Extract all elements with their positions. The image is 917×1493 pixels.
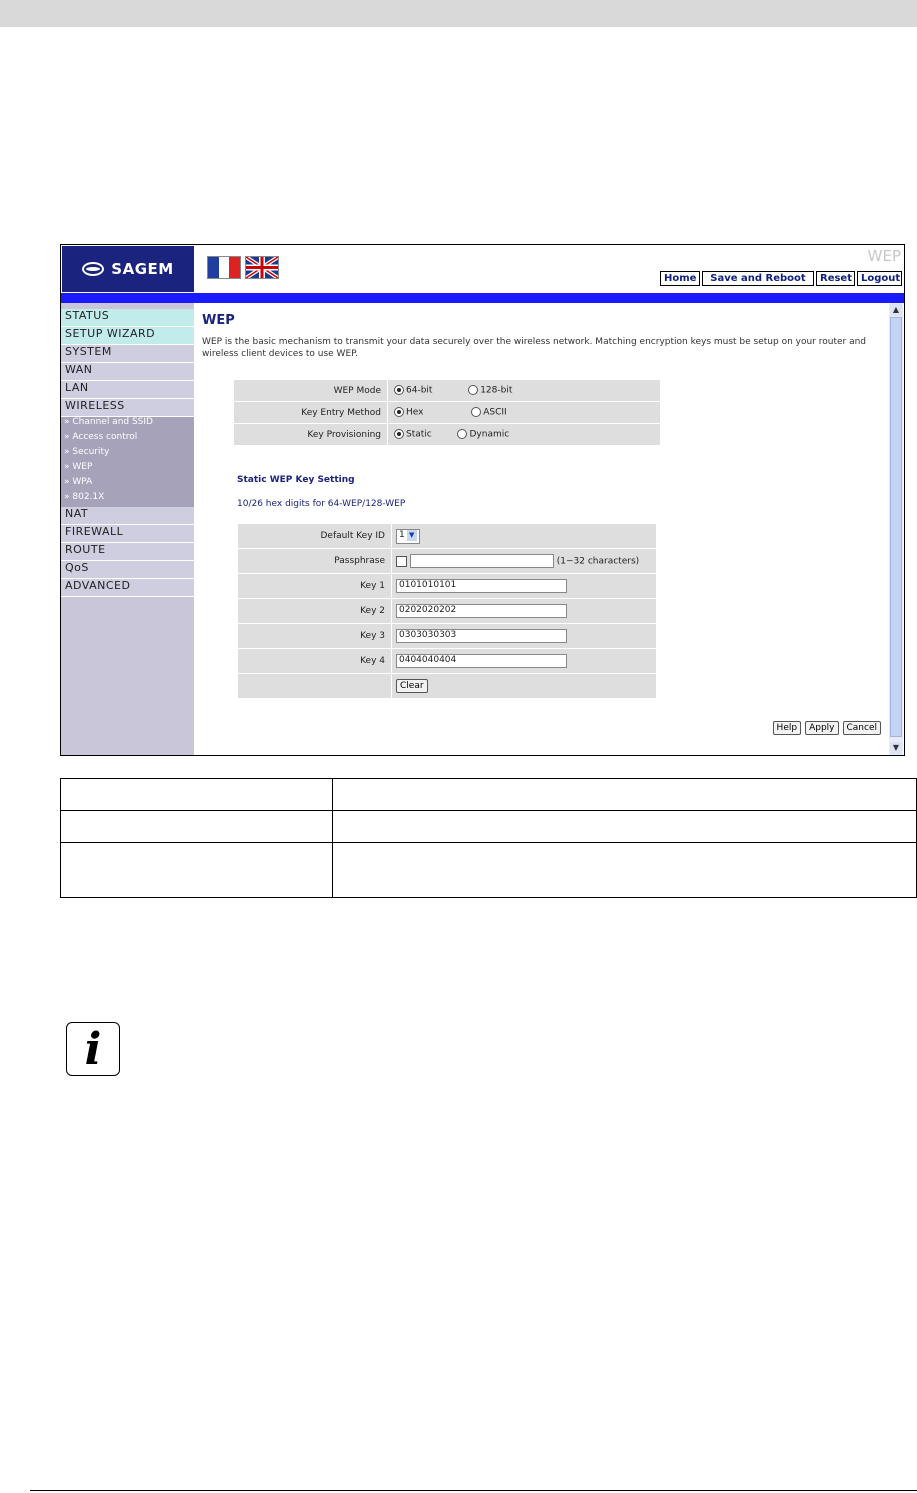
scroll-down-icon[interactable]: ▼	[890, 742, 902, 754]
key3-label: Key 3	[238, 624, 392, 649]
static-key-table	[237, 523, 657, 699]
save-and-reboot-button[interactable]: Save and Reboot	[702, 271, 814, 286]
key2-label: Key 2	[238, 599, 392, 624]
sidebar	[61, 303, 194, 755]
document-bottom-rule	[30, 1490, 917, 1491]
doc-table-cell	[333, 811, 917, 843]
scroll-up-icon[interactable]: ▲	[890, 304, 902, 316]
wep-mode-64-radio[interactable]	[394, 385, 404, 395]
nav-route[interactable]: ROUTE	[61, 543, 194, 561]
french-flag-icon[interactable]	[207, 256, 241, 279]
subnav-security[interactable]: » Security	[61, 447, 194, 462]
nav-lan[interactable]: LAN	[61, 381, 194, 399]
passphrase-length-note: (1~32 characters)	[556, 556, 640, 567]
key-entry-ascii-label: ASCII	[483, 407, 507, 418]
cancel-button[interactable]: Cancel	[843, 721, 882, 735]
bottom-buttons	[773, 721, 881, 735]
nav-setup-wizard[interactable]: SETUP WIZARD	[61, 327, 194, 345]
subnav-wep[interactable]: » WEP	[61, 462, 194, 477]
document-table	[60, 778, 917, 898]
key-prov-static-radio[interactable]	[394, 429, 404, 439]
chevron-down-icon: ▼	[407, 530, 417, 541]
default-key-id-select[interactable]	[396, 529, 420, 544]
static-wep-key-setting-title: Static WEP Key Setting	[237, 475, 355, 485]
key-entry-ascii-radio[interactable]	[471, 407, 481, 417]
reset-button[interactable]: Reset	[816, 271, 855, 286]
nav-wan[interactable]: WAN	[61, 363, 194, 381]
default-key-id-label: Default Key ID	[238, 524, 392, 549]
key-prov-static-label: Static	[406, 429, 432, 440]
subnav-access-control[interactable]: » Access control	[61, 432, 194, 447]
clear-button[interactable]: Clear	[396, 679, 428, 693]
nav-advanced[interactable]: ADVANCED	[61, 579, 194, 597]
key-entry-hex-label: Hex	[406, 407, 424, 418]
key-prov-dynamic-radio[interactable]	[457, 429, 467, 439]
subnav-channel-ssid[interactable]: » Channel and SSID	[61, 417, 194, 432]
blue-separator-bar	[61, 293, 904, 303]
nav-firewall[interactable]: FIREWALL	[61, 525, 194, 543]
subnav-8021x[interactable]: » 802.1X	[61, 492, 194, 507]
key1-label: Key 1	[238, 574, 392, 599]
key-prov-dynamic-label: Dynamic	[469, 429, 510, 440]
doc-table-cell	[333, 779, 917, 811]
doc-table-cell	[333, 843, 917, 898]
doc-table-cell	[61, 811, 333, 843]
scroll-thumb[interactable]	[890, 317, 902, 737]
key2-input[interactable]: 0202020202	[396, 604, 567, 618]
key3-input[interactable]: 0303030303	[396, 629, 567, 643]
sagem-logo-icon	[82, 262, 104, 276]
wep-mode-label: WEP Mode	[234, 380, 388, 402]
subnav-wpa[interactable]: » WPA	[61, 477, 194, 492]
page-heading: WEP	[202, 313, 235, 328]
help-button[interactable]: Help	[773, 721, 802, 735]
home-button[interactable]: Home	[660, 271, 700, 286]
default-key-id-value: 1	[399, 529, 405, 540]
uk-flag-icon[interactable]	[245, 256, 279, 279]
clear-row-spacer	[238, 674, 392, 699]
document-top-bar	[0, 0, 917, 27]
nav-system[interactable]: SYSTEM	[61, 345, 194, 363]
hex-digits-hint: 10/26 hex digits for 64-WEP/128-WEP	[237, 499, 406, 509]
wep-mode-64-label: 64-bit	[406, 385, 433, 396]
nav-status[interactable]: STATUS	[61, 309, 194, 327]
vertical-scrollbar[interactable]	[889, 303, 903, 755]
sagem-logo	[62, 246, 194, 292]
key4-input[interactable]: 0404040404	[396, 654, 567, 668]
passphrase-checkbox[interactable]	[396, 556, 407, 567]
main-content	[194, 303, 889, 755]
key4-label: Key 4	[238, 649, 392, 674]
info-icon: i	[66, 1022, 120, 1076]
page-title-top: WEP	[867, 247, 901, 265]
apply-button[interactable]: Apply	[805, 721, 838, 735]
page-description: WEP is the basic mechanism to transmit your data securely over the wireless network. Matching encryption keys must be setup on your router and wireless client devices to use WEP.	[202, 337, 867, 359]
key-entry-label: Key Entry Method	[234, 402, 388, 424]
router-ui-window	[60, 244, 905, 756]
doc-table-cell	[61, 843, 333, 898]
nav-wireless[interactable]: WIRELESS	[61, 399, 194, 417]
key-provisioning-label: Key Provisioning	[234, 424, 388, 446]
wep-settings-table	[233, 379, 661, 446]
nav-qos[interactable]: QoS	[61, 561, 194, 579]
brand-name: SAGEM	[111, 260, 174, 278]
passphrase-input[interactable]	[410, 554, 554, 568]
nav-nat[interactable]: NAT	[61, 507, 194, 525]
wep-mode-128-label: 128-bit	[480, 385, 513, 396]
doc-table-cell	[61, 779, 333, 811]
passphrase-label: Passphrase	[238, 549, 392, 574]
wep-mode-128-radio[interactable]	[468, 385, 478, 395]
header-buttons	[660, 271, 902, 286]
key1-input[interactable]: 0101010101	[396, 579, 567, 593]
logout-button[interactable]: Logout	[857, 271, 902, 286]
key-entry-hex-radio[interactable]	[394, 407, 404, 417]
